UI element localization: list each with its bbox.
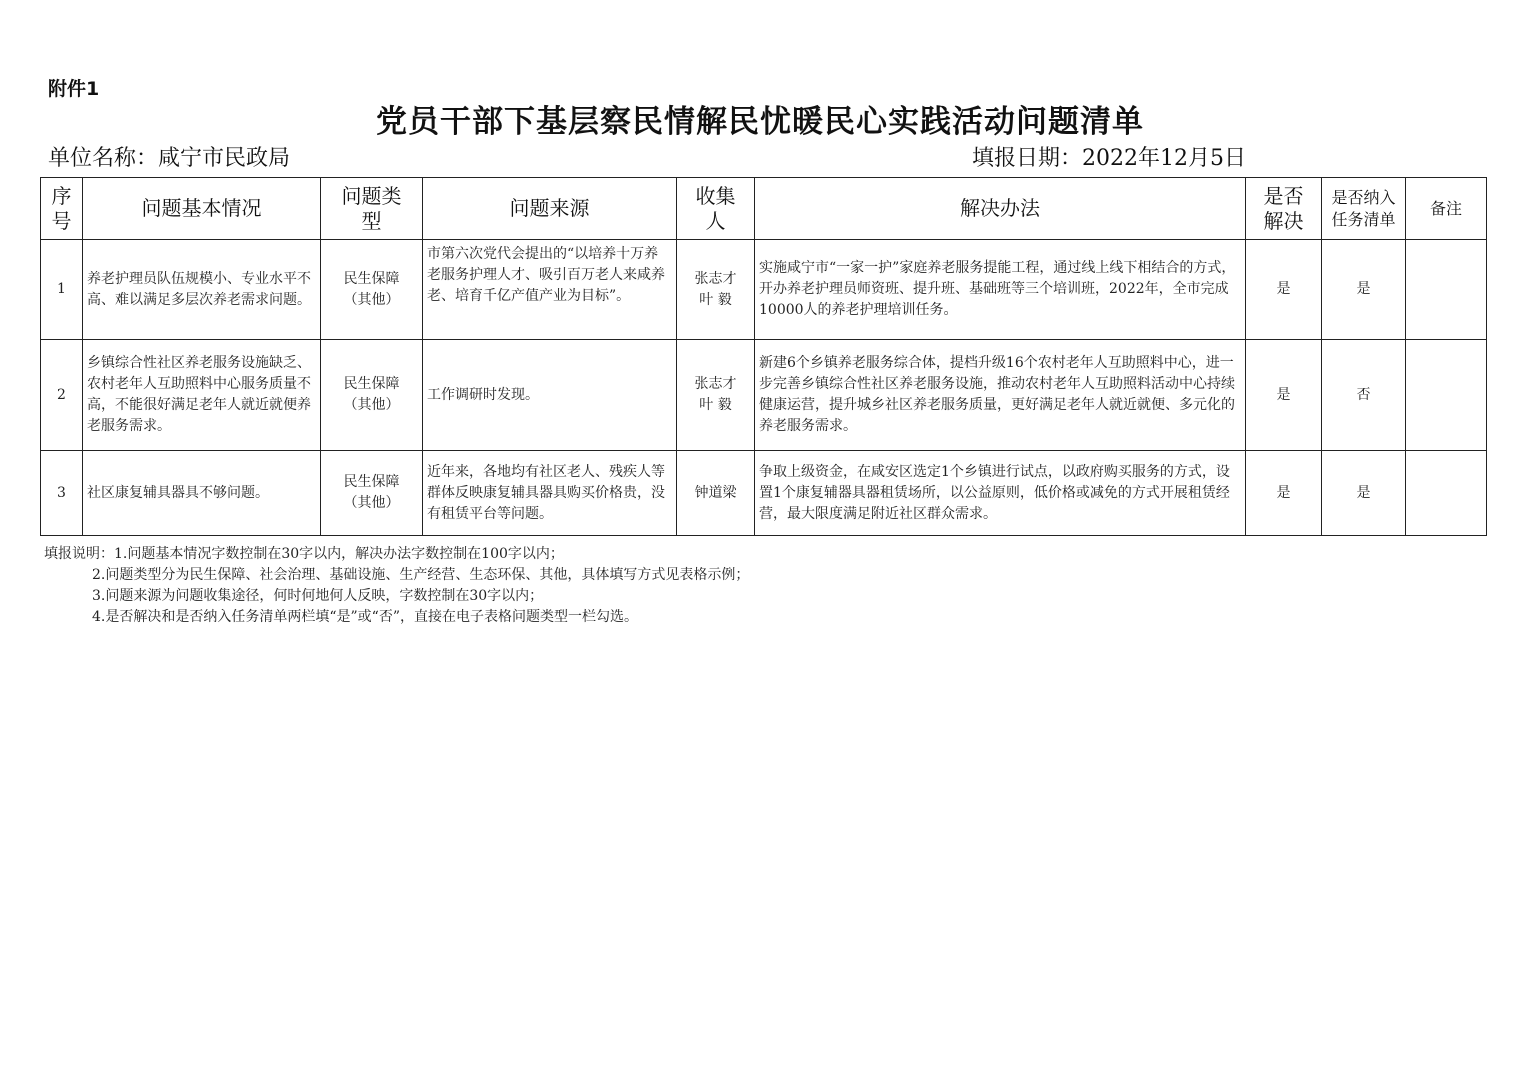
cell-situation: 社区康复辅具器具不够问题。 bbox=[83, 451, 321, 536]
table-row bbox=[41, 340, 1487, 451]
cell-type: 民生保障（其他） bbox=[321, 240, 423, 340]
attachment-label: 附件1 bbox=[48, 78, 100, 100]
cell-remark bbox=[1406, 240, 1487, 340]
header-collector: 收集人 bbox=[677, 178, 755, 240]
cell-in-task-list: 是 bbox=[1322, 451, 1406, 536]
header-in-task-list: 是否纳入任务清单 bbox=[1322, 178, 1406, 240]
cell-source: 市第六次党代会提出的“以培养十万养老服务护理人才、吸引百万老人来咸养老、培育千亿产值产业为目标”。 bbox=[423, 240, 677, 340]
unit-name: 单位名称：咸宁市民政局 bbox=[48, 146, 291, 171]
cell-type: 民生保障（其他） bbox=[321, 340, 423, 451]
table-header-row bbox=[41, 178, 1487, 240]
cell-remark bbox=[1406, 451, 1487, 536]
header-remark: 备注 bbox=[1406, 178, 1487, 240]
cell-collector: 张志才 叶 毅 bbox=[677, 240, 755, 340]
document-title: 党员干部下基层察民情解民忧暖民心实践活动问题清单 bbox=[376, 104, 1144, 140]
header-seq: 序号 bbox=[41, 178, 83, 240]
cell-situation: 养老护理员队伍规模小、专业水平不高、难以满足多层次养老需求问题。 bbox=[83, 240, 321, 340]
problem-table bbox=[40, 177, 1487, 536]
cell-solution: 实施咸宁市“一家一护”家庭养老服务提能工程，通过线上线下相结合的方式，开办养老护理员师资班、提升班、基础班等三个培训班，2022年，全市完成10000人的养老护理培训任务。 bbox=[755, 240, 1246, 340]
header-solution: 解决办法 bbox=[755, 178, 1246, 240]
header-source: 问题来源 bbox=[423, 178, 677, 240]
cell-solved: 是 bbox=[1246, 240, 1322, 340]
cell-solution: 新建6个乡镇养老服务综合体，提档升级16个农村老年人互助照料中心，进一步完善乡镇综合性社区养老服务设施，推动农村老年人互助照料活动中心持续健康运营，提升城乡社区养老服务质量，更好满足老年人就近就便、多元化的养老服务需求。 bbox=[755, 340, 1246, 451]
header-solved: 是否解决 bbox=[1246, 178, 1322, 240]
cell-seq: 1 bbox=[41, 240, 83, 340]
filling-notes bbox=[44, 544, 749, 628]
cell-remark bbox=[1406, 340, 1487, 451]
cell-seq: 3 bbox=[41, 451, 83, 536]
cell-collector: 张志才 叶 毅 bbox=[677, 340, 755, 451]
cell-seq: 2 bbox=[41, 340, 83, 451]
cell-source: 近年来，各地均有社区老人、残疾人等群体反映康复辅具器具购买价格贵，没有租赁平台等问题。 bbox=[423, 451, 677, 536]
cell-collector: 钟道梁 bbox=[677, 451, 755, 536]
report-date: 填报日期：2022年12月5日 bbox=[972, 146, 1246, 171]
note-line: 4.是否解决和是否纳入任务清单两栏填“是”或“否”，直接在电子表格问题类型一栏勾选。 bbox=[92, 609, 638, 625]
cell-in-task-list: 是 bbox=[1322, 240, 1406, 340]
cell-source: 工作调研时发现。 bbox=[423, 340, 677, 451]
header-situation: 问题基本情况 bbox=[83, 178, 321, 240]
cell-type: 民生保障（其他） bbox=[321, 451, 423, 536]
table-row bbox=[41, 451, 1487, 536]
note-line: 3.问题来源为问题收集途径，何时何地何人反映，字数控制在30字以内； bbox=[92, 588, 544, 604]
note-line: 2.问题类型分为民生保障、社会治理、基础设施、生产经营、生态环保、其他，具体填写方式见表格示例； bbox=[92, 567, 750, 583]
cell-in-task-list: 否 bbox=[1322, 340, 1406, 451]
cell-solution: 争取上级资金，在咸安区选定1个乡镇进行试点，以政府购买服务的方式，设置1个康复辅器具器租赁场所，以公益原则，低价格或减免的方式开展租赁经营，最大限度满足附近社区群众需求。 bbox=[755, 451, 1246, 536]
cell-solved: 是 bbox=[1246, 340, 1322, 451]
cell-situation: 乡镇综合性社区养老服务设施缺乏、农村老年人互助照料中心服务质量不高，不能很好满足老年人就近就便养老服务需求。 bbox=[83, 340, 321, 451]
table-row bbox=[41, 240, 1487, 340]
note-line: 填报说明：1.问题基本情况字数控制在30字以内，解决办法字数控制在100字以内； bbox=[44, 546, 564, 562]
header-type: 问题类型 bbox=[321, 178, 423, 240]
cell-solved: 是 bbox=[1246, 451, 1322, 536]
